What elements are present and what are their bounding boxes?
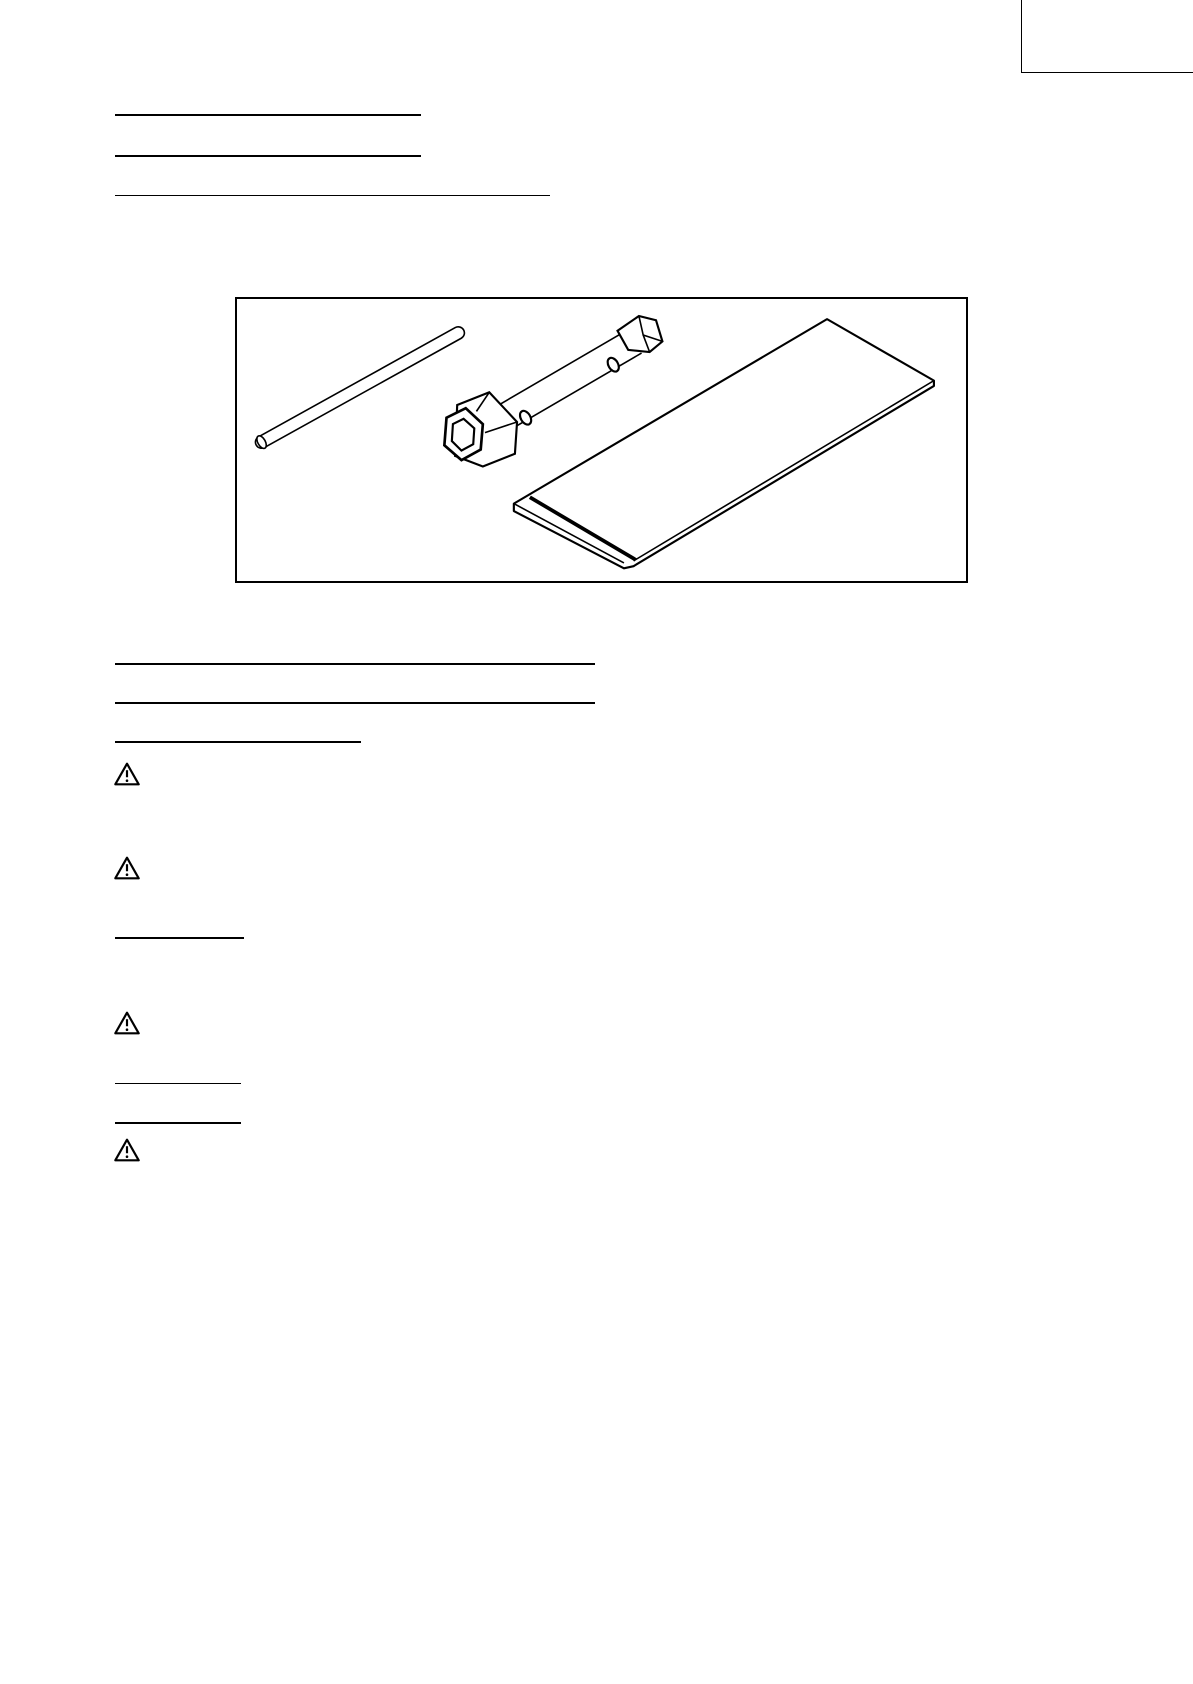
text-line [115,663,595,665]
tool-kit-drawing [237,299,966,581]
warning-icon [114,1011,140,1035]
tool-bag-icon [514,319,934,568]
text-line [115,741,361,743]
page-corner-tab [1021,0,1193,73]
warning-icon [114,762,140,786]
warning-icon [114,856,140,880]
tool-kit-illustration [235,297,968,583]
text-line [115,1122,241,1124]
rod-icon [255,333,458,450]
text-line [115,155,421,157]
text-line [115,114,421,116]
text-line [115,702,595,704]
text-line [115,937,244,939]
warning-icon [114,1138,140,1162]
text-line [115,1083,241,1084]
text-line [115,195,550,196]
